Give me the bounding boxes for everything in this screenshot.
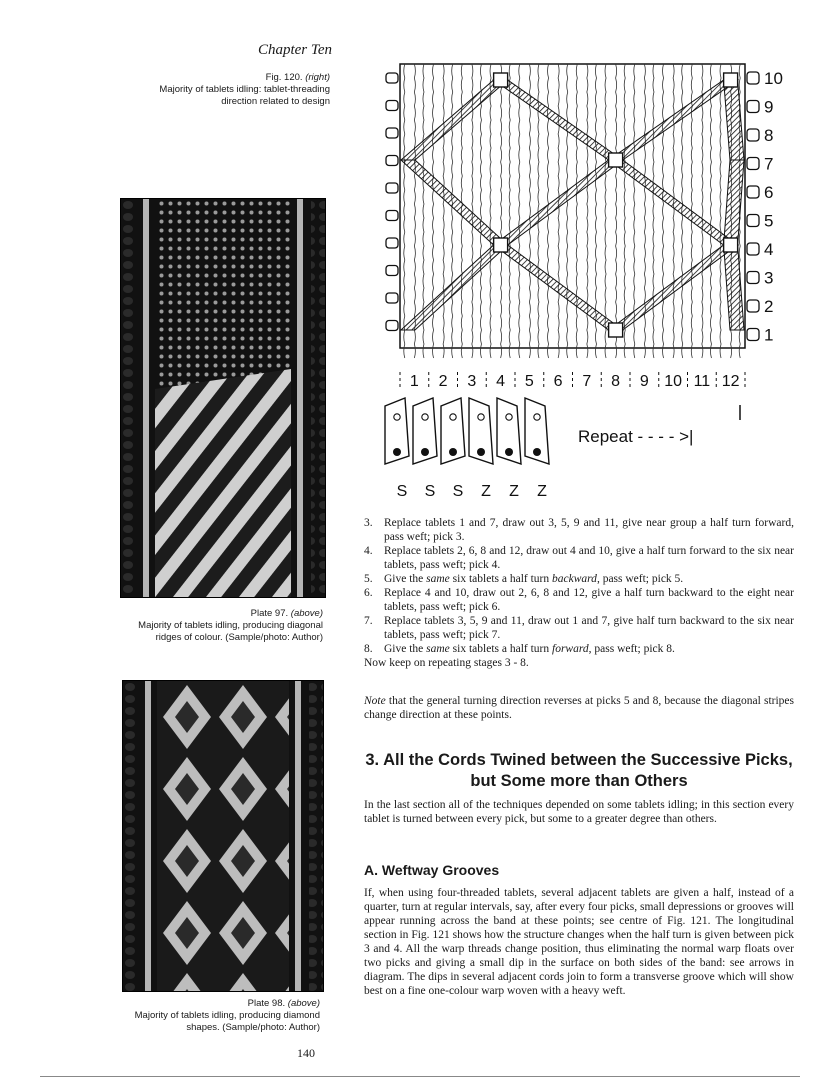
- weft-loop: [386, 73, 398, 83]
- step-number: 3.: [364, 517, 373, 529]
- weft-loop: [747, 72, 759, 84]
- row-number: 7: [764, 154, 774, 174]
- weft-loop: [386, 128, 398, 138]
- row-number: 6: [764, 183, 774, 202]
- step-item: [364, 586, 794, 614]
- crossing-node: [609, 323, 623, 337]
- tablet-card: [441, 398, 465, 464]
- caption-text: Majority of tablets idling, producing diamond shapes. (Sample/photo: Author): [134, 1010, 320, 1033]
- card-hole-empty: [478, 414, 484, 420]
- tablet-number: 4: [496, 373, 506, 390]
- tablet-number: 3: [467, 373, 477, 390]
- step-number: 6.: [364, 587, 373, 599]
- card-hole-threaded: [421, 448, 429, 456]
- row-number: 10: [764, 69, 783, 88]
- weft-loop: [386, 211, 398, 221]
- threading-letter: Z: [481, 483, 491, 500]
- crossing-node: [494, 73, 508, 87]
- note-em: Note: [364, 695, 386, 707]
- weft-loop: [386, 183, 398, 193]
- card-hole-threaded: [533, 448, 541, 456]
- sub-paragraph: If, when using four-threaded tablets, several adjacent tablets are given a half, instead of a quarter, turn at regular intervals, say, after every four picks, small depressions or grooves will appear running across the band at these points; see centre of Fig. 121. The longitudinal section in Fig. 121 shows how the structure changes when the half turn is given between pick 3 and 4. All the warp threads change position, thus eliminating the normal warp floats over two picks and giving a small dip in the surface on both sides of the band: see arrows in diagram. The dips in several adjacent cords join to form a transverse groove which will show best on a fine one-colour warp woven with a heavy weft.: [364, 887, 794, 997]
- tablet-card: [469, 398, 493, 464]
- tablet-card: [525, 398, 549, 464]
- crossing-node: [609, 153, 623, 167]
- weft-loop: [747, 243, 759, 255]
- step-text: Replace 4 and 10, draw out 2, 6, 8 and 12, give a half turn backward to the eight near tablets, pass weft; pick 6.: [384, 587, 794, 613]
- step-text: Replace tablets 3, 5, 9 and 11, draw out 1 and 7, give half turn backward to the six near tablets, pass weft; pick 7.: [384, 615, 794, 641]
- plate97-weave: [121, 199, 325, 597]
- weft-loop: [747, 158, 759, 170]
- tablet-number: 5: [524, 373, 534, 390]
- tablet-number: 9: [639, 373, 649, 390]
- caption-prefix: Plate 97.: [250, 608, 289, 619]
- card-hole-empty: [506, 414, 512, 420]
- card-hole-empty: [422, 414, 428, 420]
- tablet-card: [413, 398, 437, 464]
- fig120-diagram: [380, 50, 800, 500]
- step-text: Give the same six tablets a half turn forward, pass weft; pick 8.: [384, 643, 675, 655]
- weft-loop: [386, 101, 398, 111]
- steps-footer: Now keep on repeating stages 3 - 8.: [364, 657, 529, 669]
- weft-loop: [386, 266, 398, 276]
- left-weft-loops: [386, 73, 398, 331]
- step-number: 7.: [364, 615, 373, 627]
- tablet-number: 12: [721, 373, 740, 390]
- threading-letter: S: [396, 483, 408, 500]
- weft-loop: [747, 300, 759, 312]
- caption-tag: (right): [305, 72, 330, 83]
- plate98-weave: [123, 681, 323, 991]
- row-number: 2: [764, 297, 774, 316]
- tablet-number-labels: [400, 372, 745, 390]
- tablet-threading-cards: [385, 398, 549, 464]
- footer-rule: [40, 1076, 800, 1077]
- step-number: 5.: [364, 573, 373, 585]
- chapter-header: Chapter Ten: [257, 42, 332, 58]
- plate97-photo: [120, 198, 326, 598]
- tablet-number: 11: [693, 373, 711, 390]
- steps-list: [364, 516, 794, 670]
- tablet-card: [385, 398, 409, 464]
- row-number: 3: [764, 268, 774, 288]
- tablet-number: 10: [664, 373, 683, 390]
- step-number: 8.: [364, 643, 373, 655]
- caption-text: Majority of tablets idling: tablet-threading direction related to design: [159, 84, 330, 107]
- right-weft-loops: [747, 72, 759, 341]
- weft-loop: [386, 293, 398, 303]
- weft-loop: [386, 238, 398, 248]
- page-number: 140: [297, 1046, 315, 1060]
- row-number: 1: [764, 325, 774, 345]
- row-number: 8: [764, 126, 774, 145]
- crossing-node: [724, 238, 738, 252]
- step-item: [364, 544, 794, 572]
- caption-prefix: Fig. 120.: [265, 72, 303, 83]
- fig120-svg: [380, 50, 800, 500]
- tablet-number: 1: [409, 373, 419, 390]
- caption-text: Majority of tablets idling, producing diagonal ridges of colour. (Sample/photo: Author): [138, 620, 323, 643]
- threading-letter: Z: [509, 483, 519, 500]
- note-text: that the general turning direction reverses at picks 5 and 8, because the diagonal stripes change direction at these points.: [364, 695, 794, 721]
- tablet-number: 6: [553, 373, 563, 390]
- repeat-label: Repeat - - - - >|: [578, 427, 694, 446]
- crossing-node: [494, 238, 508, 252]
- weft-loop: [386, 156, 398, 166]
- card-hole-empty: [394, 414, 400, 420]
- step-item: [364, 572, 794, 586]
- card-hole-empty: [534, 414, 540, 420]
- step-number: 4.: [364, 545, 373, 557]
- weft-loop: [386, 321, 398, 331]
- step-item: [364, 516, 794, 544]
- row-number: 4: [764, 240, 774, 259]
- tablet-number: 8: [611, 373, 621, 390]
- tablet-number: 2: [438, 373, 448, 390]
- card-hole-threaded: [393, 448, 401, 456]
- threading-letter: Z: [537, 483, 547, 500]
- plate97-caption: [120, 608, 323, 644]
- card-hole-threaded: [477, 448, 485, 456]
- step-text: Give the same six tablets a half turn backward, pass weft; pick 5.: [384, 573, 684, 585]
- section-heading: 3. All the Cords Twined between the Successive Picks, but Some more than Others: [365, 751, 793, 790]
- row-number: 5: [764, 211, 774, 231]
- section-paragraph: In the last section all of the techniques depended on some tablets idling; in this section every tablet is turned between every pick, but some to a greater degree than others.: [364, 799, 794, 825]
- caption-tag: (above): [287, 998, 320, 1009]
- card-hole-threaded: [505, 448, 513, 456]
- weft-loop: [747, 129, 759, 141]
- fig120-caption: [150, 72, 330, 108]
- plate98-caption: [120, 998, 320, 1034]
- subheading: A. Weftway Grooves: [364, 862, 500, 878]
- card-hole-threaded: [449, 448, 457, 456]
- threading-letter: S: [424, 483, 436, 500]
- plate98-photo: [122, 680, 324, 992]
- step-text: Replace tablets 1 and 7, draw out 3, 5, 9 and 11, give near group a half turn forward, pass weft; pick 3.: [384, 517, 794, 543]
- weft-loop: [747, 186, 759, 198]
- tablet-card: [497, 398, 521, 464]
- row-number: 9: [764, 97, 774, 117]
- threading-letter: S: [452, 483, 464, 500]
- caption-prefix: Plate 98.: [247, 998, 286, 1009]
- row-number-labels: [764, 69, 783, 345]
- crossing-node: [724, 73, 738, 87]
- caption-tag: (above): [290, 608, 323, 619]
- weft-loop: [747, 272, 759, 284]
- note-paragraph: [364, 694, 794, 722]
- step-item: [364, 642, 794, 656]
- tablet-number: 7: [582, 373, 592, 390]
- step-text: Replace tablets 2, 6, 8 and 12, draw out 4 and 10, give a half turn forward to the six near tablets, pass weft; pick 4.: [384, 545, 794, 571]
- step-item: [364, 614, 794, 642]
- weft-loop: [747, 215, 759, 227]
- weft-loop: [747, 101, 759, 113]
- threading-direction-letters: [397, 483, 547, 500]
- card-hole-empty: [450, 414, 456, 420]
- weft-loop: [747, 329, 759, 341]
